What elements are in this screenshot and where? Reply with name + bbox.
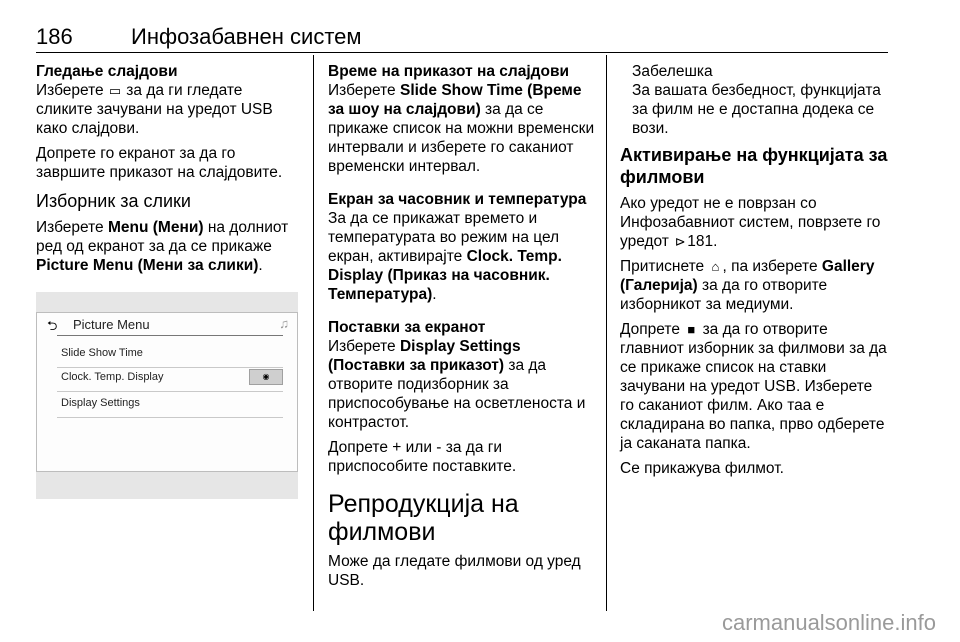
section-heading: Изборник за слики	[36, 191, 191, 211]
paragraph: Изберете Menu (Мени) на долниот ред од екранот за да се прикаже Picture Menu (Мени за слики).	[36, 219, 289, 274]
section-heading: Репродукција на филмови	[328, 490, 519, 546]
section-heading: Гледање слајдови	[36, 63, 178, 80]
note-title: Забелешка	[632, 63, 713, 80]
column-divider	[313, 55, 314, 611]
section-heading: Активирање на функцијата за филмови	[620, 145, 888, 187]
paragraph: Изберете ▭ за да ги гледате сликите зачувани на уредот USB како слајдови.	[36, 82, 273, 137]
picture-menu-screenshot	[36, 292, 298, 499]
paragraph: Изберете Slide Show Time (Време за шоу на слајдови) за да се прикаже список на можни временски интервали и изберете го саканиот временски интервал.	[328, 82, 595, 175]
section-heading: Поставки за екранот	[328, 319, 486, 336]
toggle-icon: ◉	[249, 369, 283, 385]
paragraph: Изберете Display Settings (Поставки за приказот) за да отворите подизборник за приспособување на осветленоста и контрастот.	[328, 338, 586, 431]
paragraph: Допрете + или - за да ги приспособите поставките.	[328, 439, 517, 475]
page-number: 186	[36, 24, 73, 49]
paragraph: Ако уредот не е поврзан со Инфозабавниот систем, поврзете го уредот ⊳181.	[620, 195, 881, 250]
menu-item: Slide Show Time	[61, 347, 143, 359]
paragraph: За да се прикажат времето и температурата во режим на цел екран, активирајте Clock. Temp. Display (Приказ на часовник. Температура).	[328, 210, 562, 303]
column-1	[36, 62, 302, 281]
back-icon: ⮌	[47, 318, 58, 333]
note-text: За вашата безбедност, функцијата за филм не е достапна додека се вози.	[632, 82, 881, 137]
page-title: Инфозабавнен систем	[131, 24, 362, 49]
paragraph: Се прикажува филмот.	[620, 460, 784, 477]
paragraph: Допрете го екранот за да го завршите приказот на слајдовите.	[36, 145, 283, 181]
paragraph: Допрете ■ за да го отворите главниот изборник за филмови за да се прикаже список на ставки зачувани на уредот USB. Изберете го саканиот филм. Ако таа е складирана во папка, прво одберете ја саканата папка.	[620, 321, 887, 452]
screen-title: Picture Menu	[73, 317, 150, 332]
menu-item: Clock. Temp. Display	[61, 371, 164, 383]
note-box	[620, 62, 888, 138]
slideshow-icon: ▭	[108, 83, 122, 98]
paragraph: Може да гледате филмови од уред USB.	[328, 553, 581, 589]
column-divider	[606, 55, 607, 611]
music-icon: ♫	[279, 316, 289, 331]
screen-frame	[36, 312, 298, 472]
paragraph: Притиснете ⌂ , па изберете Gallery (Галерија) за да го отворите изборникот за медиуми.	[620, 258, 875, 313]
home-icon: ⌂	[711, 259, 720, 274]
arrow-reference-icon: ⊳	[674, 234, 686, 249]
movie-icon: ■	[687, 322, 696, 337]
menu-item: Display Settings	[61, 397, 140, 409]
page-header	[36, 24, 888, 53]
column-2	[328, 62, 596, 596]
watermark: carmanualsonline.info	[721, 610, 936, 635]
column-3	[620, 62, 888, 484]
section-heading: Време на приказот на слајдови	[328, 63, 570, 80]
section-heading: Екран за часовник и температура	[328, 191, 587, 208]
